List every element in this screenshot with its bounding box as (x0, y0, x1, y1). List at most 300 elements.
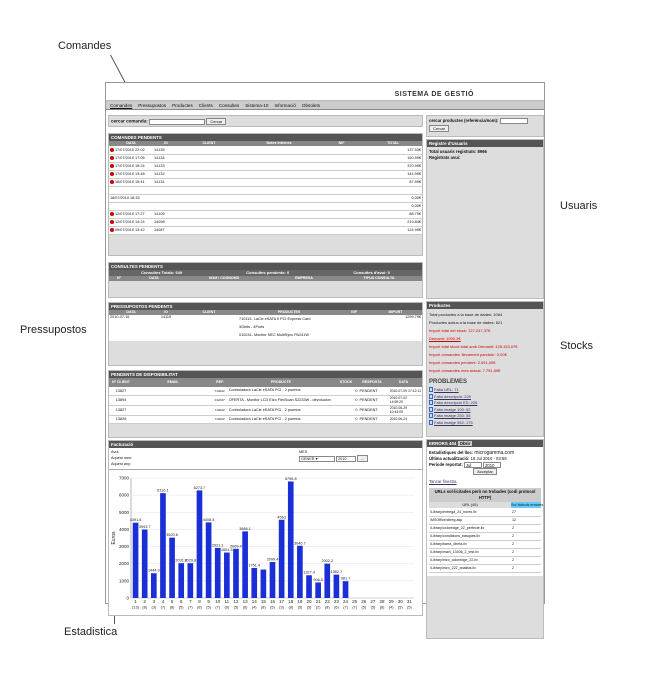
avail-date: 2010-06-24 (389, 415, 422, 423)
x-tick-label: 24 (343, 599, 349, 604)
avail-status: PENDENT (359, 395, 389, 405)
bar (215, 548, 221, 598)
x-count-label: (8) (142, 605, 148, 610)
quote-product-line: 010241- Monitor NEC MultiSync PA241W (239, 333, 309, 337)
pending-orders-header (109, 141, 422, 146)
users-panel (426, 139, 544, 299)
x-tick-label: 28 (379, 599, 385, 604)
pending-queries-title: CONSULTES PENDENTS (109, 263, 422, 270)
stats-url: /Library/eizo_222_analisis.llx (429, 564, 511, 572)
users-title: Registre d'Usuaris (427, 140, 543, 147)
bar (188, 563, 194, 598)
col-products: PRODUCTES (277, 310, 301, 314)
x-count-label: (5) (306, 605, 312, 610)
avail-email (133, 387, 214, 395)
order-nif (319, 162, 364, 170)
stats-hits: 27 (511, 508, 541, 516)
stats-table (429, 508, 541, 573)
order-date-text: 17/07/2010 17:05 (115, 156, 145, 160)
problem-link[interactable]: Falta descripció: 225 (434, 393, 471, 399)
avail-stock: 0 (336, 415, 358, 423)
alert-icon (110, 212, 114, 216)
order-client (179, 194, 239, 202)
order-date-text: 12/07/2010 14:24 (115, 220, 145, 224)
x-tick-label: 2 (143, 599, 146, 604)
table-row[interactable] (109, 415, 422, 423)
pending-queries-panel (108, 262, 423, 298)
stats-hits: 2 (511, 532, 541, 540)
alert-icon (110, 164, 114, 168)
order-id: 14133 (153, 162, 179, 170)
table-row[interactable] (109, 154, 422, 162)
table-row (429, 540, 541, 548)
stats-year-select[interactable]: 2010 (483, 462, 501, 468)
stock-line: Import total del stock: 127.247,37€ (429, 328, 491, 333)
order-date-text: 17/07/2010 15:24 (115, 164, 145, 168)
stats-url: /Library/coloredge_22_perfecte.llx (429, 524, 511, 532)
x-count-label: (5) (233, 605, 239, 610)
table-row[interactable] (109, 202, 422, 210)
avail-ref: 012047 (214, 395, 228, 405)
quote-row[interactable] (109, 315, 422, 341)
col-data: DATA (126, 141, 136, 145)
avail-ref: 710022 (214, 387, 228, 395)
bar-value-label: 3886.1 (239, 526, 251, 531)
order-total: 88.79€ (364, 210, 422, 218)
stats-hits: 2 (511, 556, 541, 564)
col-import: IMPORT (388, 310, 403, 314)
order-date (109, 226, 153, 234)
problems-title: PROBLEMES (429, 379, 468, 385)
order-client (179, 170, 239, 178)
order-date-text: 16/07/2010 19:41 (115, 180, 145, 184)
stats-block (427, 447, 543, 576)
bar (133, 523, 139, 598)
col-response: RESPOSTA (362, 380, 382, 384)
bar-value-label: 981.7 (340, 576, 351, 581)
annotation-estadistica: Estadistica (64, 626, 118, 638)
stats-table-header (429, 502, 544, 508)
problem-link[interactable]: Falta imatge 552: 175 (434, 419, 473, 425)
alert-icon (110, 172, 114, 176)
table-row (429, 556, 541, 564)
stock-line: Total productes a la base de dades: 1064 (429, 312, 503, 317)
alert-icon (110, 228, 114, 232)
table-row (429, 508, 541, 516)
product-search-input[interactable] (500, 118, 528, 124)
x-tick-label: 25 (352, 599, 358, 604)
queries-total: Consultes Totals: 649 (141, 270, 183, 275)
right-column (426, 115, 544, 639)
col-date: DATA (398, 380, 409, 384)
close-window-link[interactable]: Tancar finestra (429, 479, 457, 485)
order-total: 219.84€ (364, 218, 422, 226)
y-axis-title: Euros (111, 531, 117, 545)
pending-orders-panel (108, 133, 423, 256)
billing-month-select[interactable]: GENER ▾ (299, 456, 335, 462)
problem-link[interactable]: Falta descripció ES: 226 (434, 400, 478, 405)
header (106, 83, 544, 101)
order-nif (319, 194, 364, 202)
bar (324, 564, 330, 598)
x-count-label: (7) (188, 605, 193, 610)
alert-icon (110, 148, 114, 152)
x-count-label: (8) (379, 605, 385, 610)
availability-table (109, 387, 422, 424)
x-count-label: (2) (315, 605, 321, 610)
errors-panel (426, 439, 544, 639)
table-row[interactable] (109, 146, 422, 154)
avail-stock: 0 (336, 405, 358, 415)
order-id: 14134 (153, 154, 179, 162)
bar-value-label: 3993.7 (138, 525, 151, 530)
x-count-label: (5) (370, 605, 376, 610)
quote-product-line: 3Gbits - 4Ports (239, 325, 265, 329)
order-notes (239, 154, 319, 162)
quote-import: 1299.79€ (405, 315, 421, 319)
problem-link[interactable]: Falta imatge 250: 55 (434, 413, 471, 418)
bar (306, 575, 312, 598)
x-count-label: (8) (169, 605, 175, 610)
avail-ref: 710022 (214, 415, 228, 423)
order-id (153, 202, 179, 210)
queries-pending: Consultes pendents: 0 (246, 270, 290, 275)
order-notes (239, 226, 319, 234)
order-total: 137.53€ (364, 146, 422, 154)
bar (343, 581, 349, 598)
avail-date: 2010-07-02 14:59:20 (389, 395, 422, 405)
x-count-label: (5) (178, 605, 184, 610)
col-client: CLIENT (202, 141, 216, 145)
stats-site: microgamma.com (474, 450, 515, 456)
bar-value-label: 2002.2 (321, 559, 334, 564)
document-icon (429, 413, 433, 418)
y-tick-label: 0 (126, 595, 129, 601)
order-date-text: 12/07/2010 17:27 (115, 212, 145, 216)
col-client: CLIENT (202, 310, 216, 314)
x-tick-label: 21 (315, 599, 321, 604)
col-id: ID (164, 310, 168, 314)
stats-period-label: Període reportat: (429, 462, 463, 468)
order-client (179, 178, 239, 186)
order-client (179, 202, 239, 210)
avail-status: PENDENT (359, 387, 389, 395)
order-search-label: cercar comanda: (111, 118, 148, 124)
order-notes (239, 178, 319, 186)
document-icon (429, 400, 433, 405)
stock-line: Import comandes pendent: 2.591,00€ (429, 360, 496, 365)
avail-ref: 710022 (214, 405, 228, 415)
stats-updated-label: Última actualització: (429, 456, 470, 461)
table-row[interactable] (109, 194, 422, 202)
menu-item-obsolets[interactable]: Obsolets (301, 102, 321, 108)
order-id: 14131 (153, 178, 179, 186)
order-search-button[interactable]: Cercar (206, 118, 226, 125)
col-data: DATA (126, 310, 136, 314)
pending-orders-table (109, 146, 422, 235)
x-count-label: (7) (160, 605, 166, 610)
billing-month-value: GENER (301, 456, 315, 461)
x-tick-label: 9 (207, 599, 210, 604)
bar-value-label: 3046.7 (294, 541, 306, 546)
table-row[interactable] (109, 170, 422, 178)
stock-line: Import comandes mes actual: 7.791,59€ (429, 368, 501, 373)
avail-product: OFERTA - Monitor LCD Eizo FlexScan S2233W - devolución (228, 395, 337, 405)
problems-list (427, 387, 543, 426)
order-client (179, 154, 239, 162)
problem-link[interactable]: Falta URL: 71 (434, 387, 459, 392)
bar (334, 575, 340, 598)
table-row[interactable] (109, 387, 422, 395)
bar-value-label: 2099.4 (266, 557, 279, 562)
billing-go-button[interactable]: ... (357, 455, 368, 462)
stats-hits: 2 (511, 524, 541, 532)
bar-value-label: 6796.8 (284, 476, 297, 481)
stats-url: /MSOffice/cltreg.asp (429, 516, 511, 524)
y-tick-label: 1000 (118, 578, 129, 584)
quote-id: 14119 (160, 315, 172, 319)
order-client (179, 210, 239, 218)
bar (297, 546, 303, 598)
order-date-text: 09/07/2010 13:42 (115, 228, 145, 232)
product-search-button[interactable]: Cercar (429, 125, 449, 132)
table-row[interactable] (109, 186, 422, 194)
order-notes (239, 170, 319, 178)
document-icon (429, 407, 433, 412)
bar (224, 553, 230, 598)
billing-month-label: MES (299, 450, 308, 454)
stock-line: Productes actius a la base de dades: 621 (429, 320, 503, 325)
menu-item-productes[interactable]: Productes (172, 102, 193, 108)
x-tick-label: 26 (361, 599, 367, 604)
x-count-label: (5) (407, 605, 412, 610)
order-date-text: 17/07/2010 13:48 (115, 172, 145, 176)
admin-window (105, 82, 545, 610)
pending-quotes-panel (108, 302, 423, 366)
users-today: Registrats avui: (429, 155, 461, 160)
order-nif (319, 170, 364, 178)
x-count-label: (7) (343, 605, 348, 610)
bar-value-label: 4563 (277, 515, 286, 520)
col-id: ID (164, 141, 168, 145)
stats-url: /Library/entrega_24_hores.llx (429, 508, 511, 516)
queries-today: Consultes d'avui: 0 (353, 270, 390, 275)
bar (279, 520, 285, 598)
stocks-panel (426, 301, 544, 437)
x-tick-label: 18 (288, 599, 294, 604)
x-count-label: (6) (224, 605, 230, 610)
bar-value-label: 2029.8 (184, 558, 197, 563)
alert-icon (110, 220, 114, 224)
bar (178, 563, 184, 598)
x-tick-label: 16 (269, 599, 276, 604)
alert-icon (110, 156, 114, 160)
order-date (109, 218, 153, 226)
col-date: DATA (149, 276, 159, 280)
order-notes (239, 218, 319, 226)
stats-accept-button[interactable]: Acceptar (473, 468, 497, 475)
x-tick-label: 23 (333, 599, 339, 604)
x-tick-label: 15 (260, 599, 266, 604)
menu-item-clients[interactable]: Clients (198, 102, 213, 108)
avail-date: 2010-07-09 17:12:11 (389, 387, 422, 395)
order-nif (319, 210, 364, 218)
table-row[interactable] (109, 218, 422, 226)
pending-orders-title: COMANDES PENDENTS (109, 134, 422, 141)
billing-chart (109, 470, 422, 615)
order-date (109, 178, 153, 186)
avail-client: 13827 (109, 387, 133, 395)
order-id: 14098 (153, 218, 179, 226)
x-count-label: (7) (352, 605, 357, 610)
stats-hits: 2 (511, 548, 541, 556)
bar-value-label: 1444.9 (148, 568, 160, 573)
stats-table-title: URLs sol·licitades però no trobades (codi protocol HTTP) (429, 488, 541, 502)
x-tick-label: 3 (152, 599, 156, 604)
errors-open-tab[interactable]: Obrir (459, 441, 471, 446)
avail-client: 13827 (109, 405, 133, 415)
x-count-label: (4) (388, 605, 394, 610)
bar (142, 530, 148, 598)
avail-stock: 0 (336, 387, 358, 395)
x-tick-label: 29 (388, 599, 394, 604)
table-row[interactable] (109, 395, 422, 405)
order-date (109, 210, 153, 218)
table-row[interactable] (109, 178, 422, 186)
bar-value-label: 6116.1 (157, 488, 169, 493)
menu-item-consultes[interactable]: Consultes (218, 102, 240, 108)
order-id (153, 194, 179, 202)
quote-products (239, 315, 339, 341)
billing-year-select[interactable]: 2010 (336, 456, 356, 462)
table-row[interactable] (109, 162, 422, 170)
stats-hits: 2 (511, 540, 541, 548)
bar-value-label: 2031.8 (175, 558, 188, 563)
order-total: 150.59€ (364, 154, 422, 162)
bar-value-label: 6273.7 (193, 485, 206, 490)
bar (288, 481, 294, 598)
quote-client (179, 315, 239, 341)
order-nif (319, 146, 364, 154)
alert-icon (110, 180, 114, 184)
bar (270, 562, 276, 598)
billing-bar-chart (109, 470, 422, 615)
availability-panel (108, 370, 423, 438)
x-tick-label: 27 (370, 599, 376, 604)
stock-line: Import comandes 'lievament parcials': 0,00€ (429, 352, 507, 357)
col-total: TOTAL (387, 141, 399, 145)
pending-quotes-title: PRESSUPOSTOS PENDENTS (109, 303, 422, 310)
stats-col-hits: Sol·licituds errònes (511, 503, 544, 508)
x-tick-label: 1 (134, 599, 137, 604)
order-id (153, 186, 179, 194)
bar (261, 570, 267, 598)
x-tick-label: 7 (189, 599, 192, 604)
bar (197, 490, 203, 598)
order-total: 87.59€ (364, 178, 422, 186)
menu-item-pressupostos[interactable]: Pressupostos (138, 102, 167, 108)
order-search (108, 115, 423, 127)
menu-item-informacio[interactable]: Informació (274, 102, 296, 108)
product-search (426, 115, 544, 137)
bar-value-label: 1751.4 (248, 563, 261, 568)
billing-panel (108, 440, 423, 616)
x-tick-label: 20 (306, 599, 312, 604)
bar (169, 538, 175, 598)
order-date (109, 162, 153, 170)
x-count-label: (8) (261, 605, 266, 610)
avail-email (133, 395, 214, 405)
problem-link[interactable]: Falta imatge 100: 52 (434, 406, 471, 412)
order-nif (319, 218, 364, 226)
order-date (109, 154, 153, 162)
bar-value-label: 4391.6 (129, 518, 142, 523)
x-count-label: (7) (215, 605, 221, 610)
col-ref: REF. (216, 380, 224, 384)
order-total: 124.99€ (364, 226, 422, 234)
order-notes (239, 146, 319, 154)
x-tick-label: 22 (324, 599, 330, 604)
x-tick-label: 31 (406, 599, 412, 604)
order-id: 14135 (153, 146, 179, 154)
stats-url: /Library/condicions_basques.llx (429, 532, 511, 540)
stats-hits: 12 (511, 516, 541, 524)
x-tick-label: 30 (397, 599, 403, 604)
order-nif (319, 154, 364, 162)
problem-item[interactable] (429, 420, 541, 427)
bar (160, 493, 166, 598)
order-search-input[interactable] (149, 119, 205, 125)
col-email: EMAIL (167, 380, 179, 384)
product-search-label: cercar productes (referència/nom): (429, 118, 499, 124)
x-tick-label: 17 (279, 599, 285, 604)
order-client (179, 146, 239, 154)
order-date (109, 186, 153, 194)
table-row (429, 532, 541, 540)
table-row[interactable] (109, 405, 422, 415)
order-client (179, 226, 239, 234)
x-count-label: (8) (197, 605, 202, 610)
annotation-usuaris: Usuaris (560, 200, 598, 212)
menu-item-sistema[interactable]: Sistema-10 (245, 102, 269, 108)
billing-year: Aquest any: (111, 462, 132, 466)
x-tick-label: 4 (161, 599, 165, 604)
stats-url: /Library/eizo_coloredge_22.llx (429, 556, 511, 564)
order-client (179, 218, 239, 226)
bar (242, 531, 248, 598)
avail-status: PENDENT (359, 415, 389, 423)
avail-stock: 0 (336, 395, 358, 405)
quote-product-line: 710113- LaCie eSATA II PCI Express Card (239, 317, 311, 321)
page-title: SISTEMA DE GESTIÓ (394, 91, 474, 98)
billing-today: Avui: (111, 450, 120, 454)
order-id: 14087 (153, 226, 179, 234)
order-date (109, 202, 153, 210)
x-count-label: (8) (288, 605, 294, 610)
menu-item-comandes[interactable]: Comandes (110, 102, 133, 108)
order-notes (239, 210, 319, 218)
quote-date: 2010-07-16 (110, 315, 130, 319)
annotation-stocks: Stocks (560, 340, 594, 352)
stats-month-select[interactable]: Jul (464, 462, 482, 468)
table-row[interactable] (109, 210, 422, 218)
bar (251, 568, 257, 598)
x-tick-label: 5 (170, 599, 174, 604)
table-row[interactable] (109, 226, 422, 234)
avail-email (133, 405, 214, 415)
x-count-label: (6) (334, 605, 339, 610)
col-stock: STOCK (339, 380, 353, 384)
